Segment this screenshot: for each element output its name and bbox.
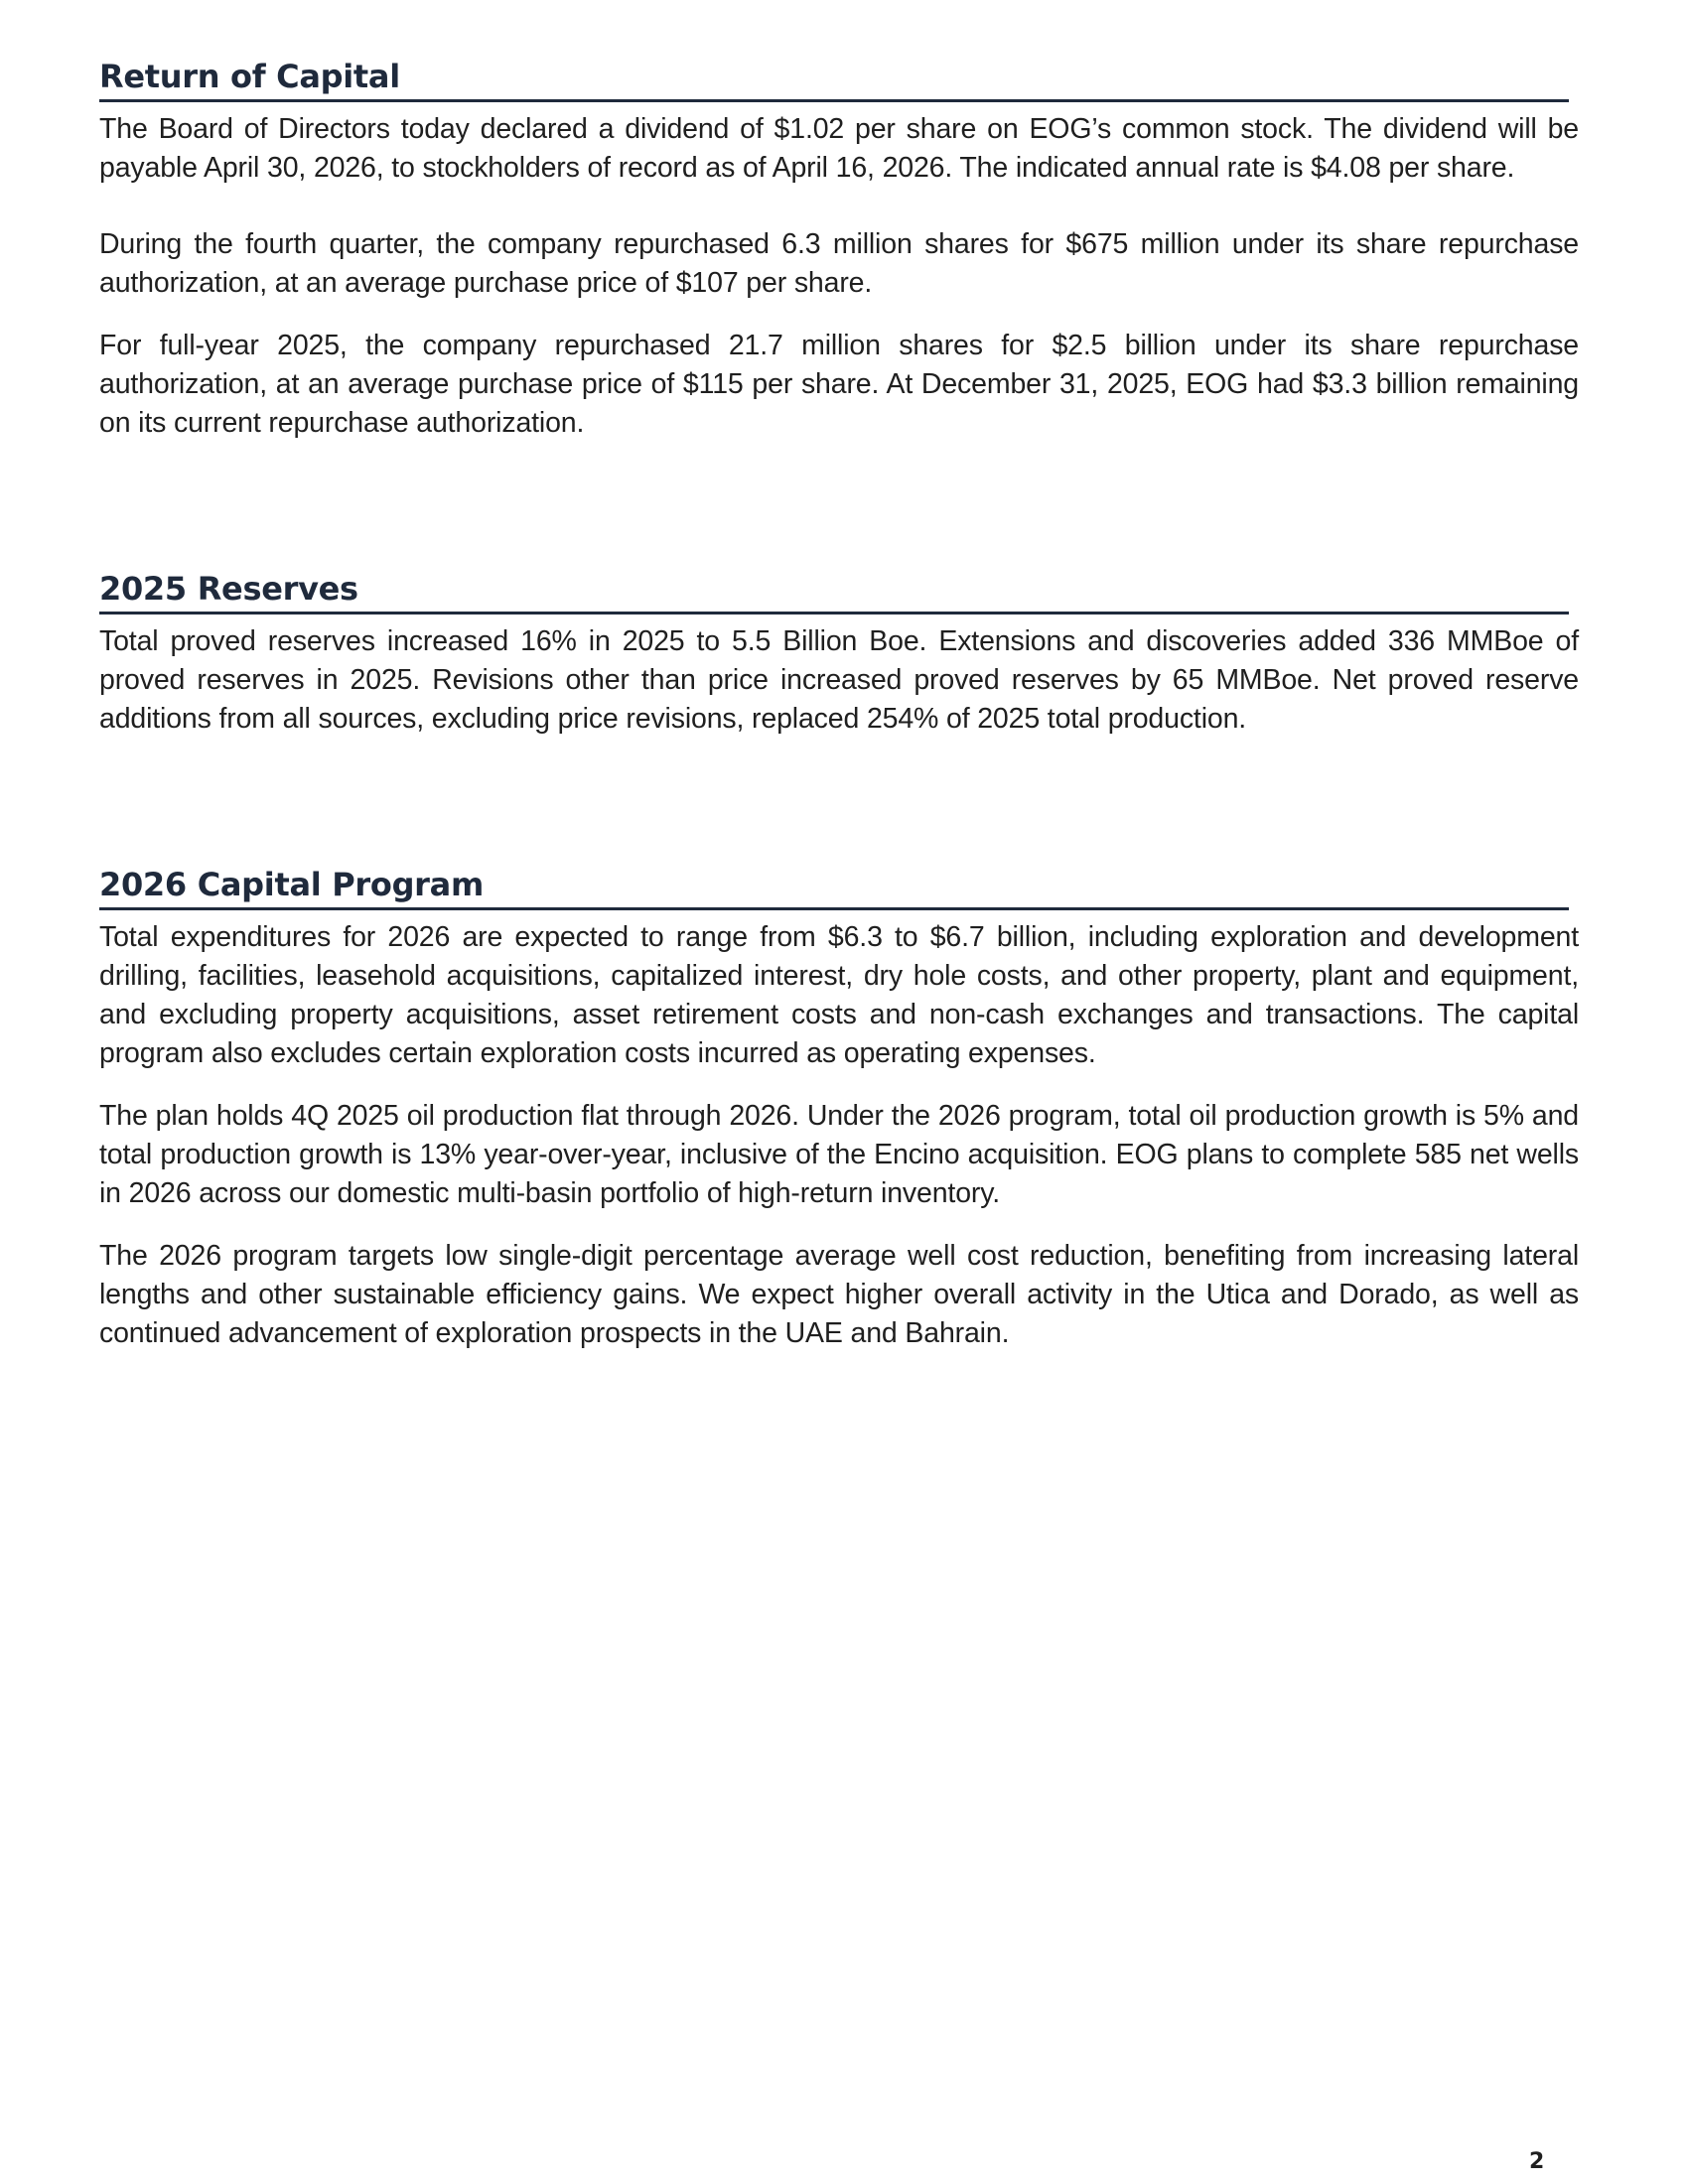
paragraph-well-cost: The 2026 program targets low single-digit percentage average well cost reduction, benefiting from increasing lateral lengths and other sustainable efficiency gains. We expect higher overall activity in the Utica and Dorado, as well as continued advancement of exploration prospects in the UAE and Bahrain. [99, 1240, 1579, 1349]
paragraph-expenditures: Total expenditures for 2026 are expected to range from $6.3 to $6.7 billion, including exploration and development drilling, facilities, leasehold acquisitions, capitalized interest, dry hole costs, and other property, plant and equipment, and excluding property acquisitions, asset retirement costs and non-cash exchanges and transactions. The capital program also excludes certain exploration costs incurred as operating expenses. [99, 921, 1579, 1069]
section-2025-reserves [99, 570, 1579, 739]
section-title-2025-reserves: 2025 Reserves [99, 570, 358, 608]
page-number: 2 [1529, 2149, 1545, 2174]
paragraph-fy-repurchase: For full-year 2025, the company repurchased 21.7 million shares for $2.5 billion under its share repurchase authorization, at an average purchase price of $115 per share. At December 31, 2025, EOG had $3.3 billion remaining on its current repurchase authorization. [99, 330, 1579, 439]
section-divider [99, 612, 1569, 614]
section-title-return-of-capital: Return of Capital [99, 58, 400, 95]
section-title-2026-capital-program: 2026 Capital Program [99, 866, 485, 903]
paragraph-production-plan: The plan holds 4Q 2025 oil production flat through 2026. Under the 2026 program, total oil production growth is 5% and total production growth is 13% year-over-year, inclusive of the Encino acquisition. EOG plans to complete 585 net wells in 2026 across our domestic multi-basin portfolio of high-return inventory. [99, 1100, 1579, 1209]
section-return-of-capital [99, 58, 1579, 443]
section-2026-capital-program [99, 866, 1579, 1353]
paragraph-reserves: Total proved reserves increased 16% in 2025 to 5.5 Billion Boe. Extensions and discoveries added 336 MMBoe of proved reserves in 2025. Revisions other than price increased proved reserves by 65 MMBoe. Net proved reserve additions from all sources, excluding price revisions, replaced 254% of 2025 total production. [99, 625, 1579, 735]
section-divider [99, 99, 1569, 102]
paragraph-dividend: The Board of Directors today declared a dividend of $1.02 per share on EOG’s common stock. The dividend will be payable April 30, 2026, to stockholders of record as of April 16, 2026. The indicated annual rate is $4.08 per share. [99, 113, 1579, 184]
document-page [99, 58, 1579, 1377]
paragraph-q4-repurchase: During the fourth quarter, the company repurchased 6.3 million shares for $675 million under its share repurchase authorization, at an average purchase price of $107 per share. [99, 228, 1579, 299]
section-divider [99, 907, 1569, 910]
